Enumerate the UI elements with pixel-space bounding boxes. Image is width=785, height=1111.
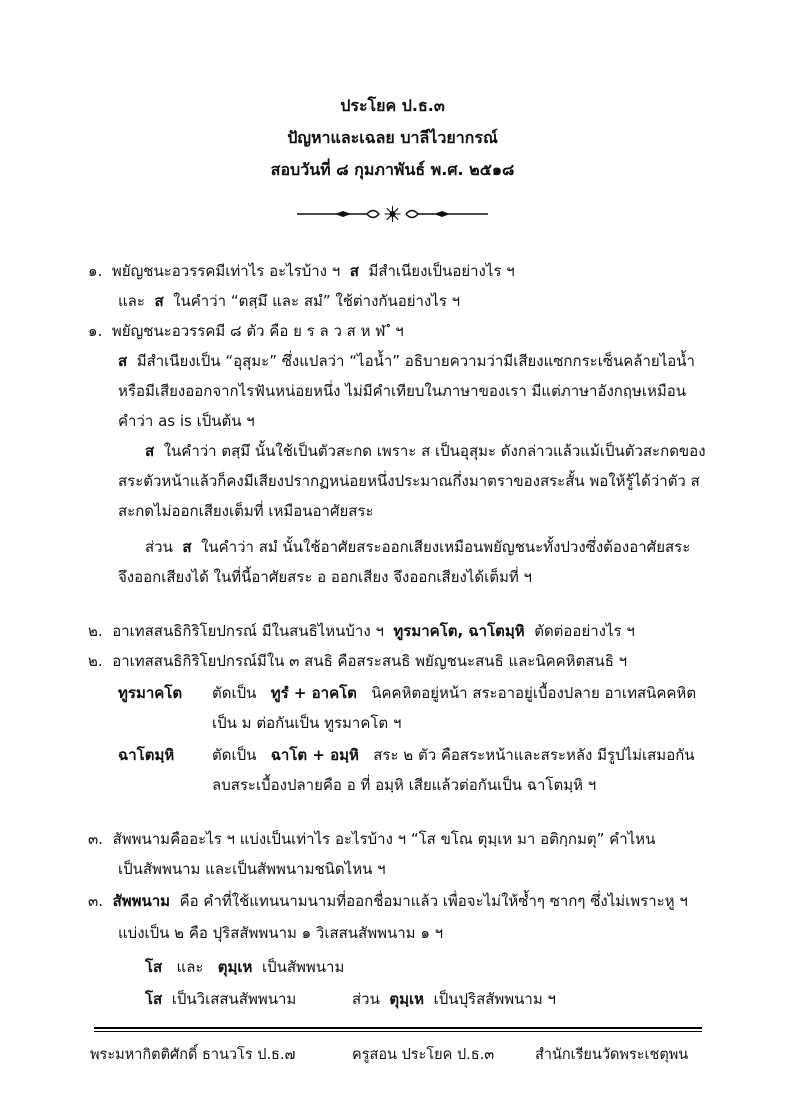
answer-1-line-3: หรือมีเสียงออกจากไรฟันหน่อยหนึ่ง ไม่มีคำเทียบในภาษาของเรา มีแต่ภาษาอังกฤษเหมือน (118, 382, 687, 400)
footer-rule-thick (94, 1027, 702, 1029)
answer-3-line-2: แบ่งเป็น ๒ คือ ปุริสสัพพนาม ๑ วิเสสนสัพพนาม ๑ ฯ (118, 924, 444, 942)
answer-2-number: ๒. (88, 652, 103, 670)
ornament-divider-icon (295, 202, 490, 226)
answer-1-line-2: ส มีสำเนียงเป็น “อุสุมะ” ซึ่งแปลว่า “ไอน้ำ” อธิบายความว่ามีเสียงแซกกระเซ็นคล้ายไอน้ำ (118, 352, 695, 370)
answer-2-cut-2: ตัดเป็น ฉาโต + อมฺหิ สระ ๒ ตัว คือสระหน้าและสระหลัง มีรูปไม่เสมอกัน (212, 746, 695, 764)
question-3-line-2: เป็นสัพพนาม และเป็นสัพพนามชนิดไหน ฯ (118, 860, 386, 878)
doc-title-level: ประโยค ป.ธ.๓ (340, 96, 445, 115)
footer-role: ครูสอน ประโยค ป.ธ.๓ (352, 1047, 495, 1063)
answer-2-line-1: ๒. อาเทสสนธิกิริโยปกรณ์มีใน ๓ สนธิ คือสระสนธิ พยัญชนะสนธิ และนิคคหิตสนธิ ฯ (88, 652, 628, 670)
answer-1-line-8: ส่วน ส ในคำว่า สมํ นั้นใช้อาศัยสระออกเสียงเหมือนพยัญชนะทั้งปวงซึ่งต้องอาศัยสระ (145, 538, 691, 556)
footer-author: พระมหากิตติศักดิ์ ธานวโร ป.ธ.๗ (90, 1047, 296, 1063)
answer-1-line-1: ๑. พยัญชนะอวรรคมี ๘ ตัว คือ ย ร ล ว ส ห ฬ ํ ฯ (88, 322, 404, 340)
answer-2-cut-1-cont: เป็น ม ต่อกันเป็น ทูรมาคโต ฯ (212, 714, 402, 732)
answer-1-line-7: สะกดไม่ออกเสียงเต็มที่ เหมือนอาศัยสระ (118, 502, 374, 520)
question-2-number: ๒. (88, 622, 103, 640)
answer-2-word-1: ทูรมาคโต (118, 684, 183, 702)
question-1-number: ๑. (88, 262, 103, 280)
footer-school: สำนักเรียนวัดพระเชตุพน (535, 1047, 689, 1063)
doc-title-subject: ปัญหาและเฉลย บาลีไวยากรณ์ (287, 128, 498, 147)
answer-3-line-4: โส เป็นวิเสสนสัพพนาม (145, 990, 297, 1008)
doc-title-date: สอบวันที่ ๘ กุมภาพันธ์ พ.ศ. ๒๕๑๘ (270, 160, 515, 179)
footer-rule-thin (94, 1031, 702, 1032)
answer-3-number: ๓. (88, 892, 104, 910)
answer-1-line-4: คำว่า as is เป็นต้น ฯ (118, 412, 255, 430)
answer-3-line-4-part-2: ส่วน ตุมฺเห เป็นปุริสสัพพนาม ฯ (352, 990, 556, 1008)
answer-2-word-2: ฉาโตมฺหิ (118, 746, 175, 764)
question-3-number: ๓. (88, 830, 104, 848)
answer-3-line-3: โส และ ตุมฺเห เป็นสัพพนาม (145, 958, 345, 976)
question-3-line-1: ๓. สัพพนามคืออะไร ฯ แบ่งเป็นเท่าไร อะไรบ้าง ฯ “โส ขโณ ตุมฺเห มา อติกฺกมตุ” คำไหน (88, 830, 656, 848)
answer-1-line-9: จึงออกเสียงได้ ในที่นี้อาศัยสระ อ ออกเสียง จึงออกเสียงได้เต็มที่ ฯ (118, 568, 532, 586)
answer-2-cut-2-cont: ลบสระเบื้องปลายคือ อ ที่ อมฺหิ เสียแล้วต่อกันเป็น ฉาโตมฺหิ ฯ (212, 776, 597, 794)
question-2-line-1: ๒. อาเทสสนธิกิริโยปกรณ์ มีในสนธิไหนบ้าง ฯ ทูรมาคโต, ฉาโตมฺหิ ตัดต่ออย่างไร ฯ (88, 622, 635, 640)
question-1-line-1: ๑. พยัญชนะอวรรคมีเท่าไร อะไรบ้าง ฯ ส มีสำเนียงเป็นอย่างไร ฯ (88, 262, 515, 280)
answer-1-line-5: ส ในคำว่า ตสฺมึ นั้นใช้เป็นตัวสะกด เพราะ ส เป็นอุสุมะ ดังกล่าวแล้วแม้เป็นตัวสะกดของ (145, 442, 706, 460)
answer-1-line-6: สระตัวหน้าแล้วก็คงมีเสียงปรากฏหน่อยหนึ่งประมาณกึ่งมาตราของสระสั้น พอให้รู้ได้ว่าตัว ส (118, 472, 700, 490)
answer-1-number: ๑. (88, 322, 103, 340)
question-1-line-2: และ ส ในคำว่า “ตสฺมึ และ สมํ” ใช้ต่างกันอย่างไร ฯ (118, 292, 461, 310)
answer-3-line-1: ๓. สัพพนาม คือ คำที่ใช้แทนนามนามที่ออกชื่อมาแล้ว เพื่อจะไม่ให้ซ้ำๆ ซากๆ ซึ่งไม่เพราะหู ฯ (88, 892, 688, 910)
answer-2-cut-1: ตัดเป็น ทูรํ + อาคโต นิคคหิตอยู่หน้า สระอาอยู่เบื้องปลาย อาเทสนิคคหิต (212, 684, 697, 702)
